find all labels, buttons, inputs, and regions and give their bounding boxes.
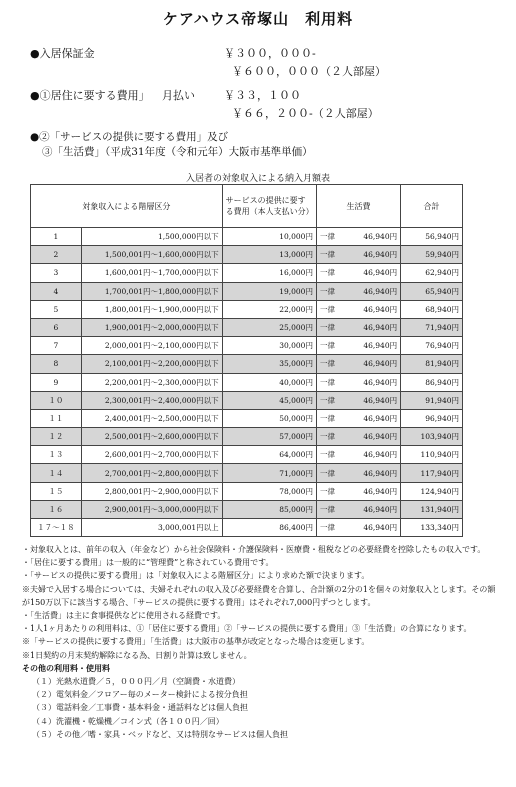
income-range: 2,500,001円～2,600,000円以下: [81, 428, 222, 446]
note-item: ・1人1ヶ月あたりの利用料は、①「居住に要する費用」②「サービスの提供に要する費用」③「生活費」の合算になります。: [22, 624, 472, 634]
bracket-number: １３: [31, 446, 82, 464]
living-cost: [316, 482, 400, 500]
residence-cost-label: ●①居住に要する費用」: [30, 89, 150, 102]
income-range: 2,700,001円～2,800,000円以下: [81, 464, 222, 482]
other-fee-item: （５）その他／嗜・家具・ベッドなど、又は特別なサービスは個人負担: [32, 729, 288, 739]
total-cost: 110,940円: [401, 446, 463, 464]
table-row: [31, 446, 463, 464]
living-cost-value: 46,940円: [363, 232, 398, 242]
service-cost: 16,000円: [222, 264, 316, 282]
flat-rate-label: 一律: [319, 523, 335, 533]
income-range: 1,600,001円～1,700,000円以下: [81, 264, 222, 282]
income-range: 2,600,001円～2,700,000円以下: [81, 446, 222, 464]
note-item: ※1日契約の月末契約解除になる為、日割り計算は致しません。: [22, 650, 252, 660]
flat-rate-label: 一律: [319, 250, 335, 260]
notes-section: [22, 543, 497, 741]
service-cost: 25,000円: [222, 318, 316, 336]
residence-cost-period: 月払い: [162, 89, 195, 102]
income-range: 2,400,001円～2,500,000円以下: [81, 409, 222, 427]
living-cost: [316, 246, 400, 264]
service-living-section: [30, 130, 313, 160]
table-row: [31, 300, 463, 318]
living-cost-value: 46,940円: [363, 523, 398, 533]
total-cost: 96,940円: [401, 409, 463, 427]
flat-rate-label: 一律: [319, 304, 335, 314]
living-cost: [316, 409, 400, 427]
bracket-number: １１: [31, 409, 82, 427]
living-cost-value: 46,940円: [363, 286, 398, 296]
flat-rate-label: 一律: [319, 450, 335, 460]
service-cost: 86,400円: [222, 519, 316, 537]
total-cost: 71,940円: [401, 318, 463, 336]
table-row: [31, 228, 463, 246]
living-cost-value: 46,940円: [363, 413, 398, 423]
flat-rate-label: 一律: [319, 323, 335, 333]
table-row: [31, 264, 463, 282]
table-row: [31, 464, 463, 482]
flat-rate-label: 一律: [319, 377, 335, 387]
residence-cost-amount: ￥３３，１００: [224, 89, 301, 102]
service-cost: 50,000円: [222, 409, 316, 427]
table-row: [31, 519, 463, 537]
living-cost-value: 46,940円: [363, 468, 398, 478]
flat-rate-label: 一律: [319, 432, 335, 442]
table-header-row: [31, 185, 463, 228]
table-row: [31, 373, 463, 391]
income-range: 2,300,001円～2,400,000円以下: [81, 391, 222, 409]
living-cost: [316, 500, 400, 518]
note-item: ※「サービスの提供に要する費用」「生活費」は大阪市の基準が改定となった場合は変更します。: [22, 637, 370, 647]
income-range: 2,900,001円～3,000,000円以下: [81, 500, 222, 518]
header-bracket: 対象収入による階層区分: [31, 185, 223, 228]
living-cost: [316, 428, 400, 446]
header-living-cost: 生活費: [316, 185, 400, 228]
living-cost: [316, 355, 400, 373]
table-row: [31, 355, 463, 373]
living-cost-value: 46,940円: [363, 268, 398, 278]
income-range: 1,800,001円～1,900,000円以下: [81, 300, 222, 318]
living-cost: [316, 318, 400, 336]
table-row: [31, 318, 463, 336]
total-cost: 59,940円: [401, 246, 463, 264]
other-fee-item: （２）電気料金／フロアー毎のメーター検針による按分負担: [32, 690, 248, 700]
table-row: [31, 500, 463, 518]
income-range: 1,900,001円～2,000,000円以下: [81, 318, 222, 336]
flat-rate-label: 一律: [319, 232, 335, 242]
living-cost: [316, 464, 400, 482]
page-title: ケアハウス帝塚山 利用料: [162, 10, 354, 28]
bracket-number: 4: [31, 282, 82, 300]
income-range: 2,800,001円～2,900,000円以下: [81, 482, 222, 500]
flat-rate-label: 一律: [319, 359, 335, 369]
living-cost-value: 46,940円: [363, 504, 398, 514]
living-cost: [316, 446, 400, 464]
bracket-number: １４: [31, 464, 82, 482]
header-service-cost: サービスの提供に要する費用（本人支払い分）: [222, 185, 316, 228]
living-cost-value: 46,940円: [363, 304, 398, 314]
bracket-number: 6: [31, 318, 82, 336]
income-range: 1,700,001円～1,800,000円以下: [81, 282, 222, 300]
deposit-amount: ￥３００，０００-: [224, 47, 316, 60]
total-cost: 117,940円: [401, 464, 463, 482]
table-row: [31, 409, 463, 427]
residence-cost-amount-two-person: ￥６６，２００-（２人部屋）: [232, 107, 379, 120]
living-cost-value: 46,940円: [363, 432, 398, 442]
service-cost: 71,000円: [222, 464, 316, 482]
flat-rate-label: 一律: [319, 268, 335, 278]
service-cost: 57,000円: [222, 428, 316, 446]
table-row: [31, 391, 463, 409]
total-cost: 86,940円: [401, 373, 463, 391]
table-row: [31, 482, 463, 500]
flat-rate-label: 一律: [319, 468, 335, 478]
service-cost-heading: ●②「サービスの提供に要する費用」及び: [30, 131, 229, 143]
total-cost: 124,940円: [401, 482, 463, 500]
total-cost: 68,940円: [401, 300, 463, 318]
living-cost-value: 46,940円: [363, 450, 398, 460]
living-cost-value: 46,940円: [363, 323, 398, 333]
table-row: [31, 337, 463, 355]
bracket-number: 9: [31, 373, 82, 391]
living-cost: [316, 300, 400, 318]
bracket-number: 8: [31, 355, 82, 373]
total-cost: 133,340円: [401, 519, 463, 537]
bracket-number: 7: [31, 337, 82, 355]
total-cost: 81,940円: [401, 355, 463, 373]
other-fee-item: （１）光熱水道費／５，０００円／月（空調費・水道費）: [32, 677, 240, 687]
service-cost: 85,000円: [222, 500, 316, 518]
bracket-number: １７～１８: [31, 519, 82, 537]
bracket-number: １２: [31, 428, 82, 446]
living-cost: [316, 519, 400, 537]
living-cost: [316, 264, 400, 282]
service-cost: 35,000円: [222, 355, 316, 373]
living-cost-value: 46,940円: [363, 341, 398, 351]
living-cost: [316, 282, 400, 300]
table-row: [31, 282, 463, 300]
income-range: 3,000,001円以上: [81, 519, 222, 537]
flat-rate-label: 一律: [319, 504, 335, 514]
income-range: 2,000,001円～2,100,000円以下: [81, 337, 222, 355]
table-row: [31, 428, 463, 446]
bracket-number: １５: [31, 482, 82, 500]
total-cost: 103,940円: [401, 428, 463, 446]
bracket-number: 3: [31, 264, 82, 282]
fee-table: [30, 184, 463, 537]
total-cost: 56,940円: [401, 228, 463, 246]
total-cost: 65,940円: [401, 282, 463, 300]
service-cost: 64,000円: [222, 446, 316, 464]
bracket-number: 5: [31, 300, 82, 318]
service-cost: 30,000円: [222, 337, 316, 355]
deposit-label: ●入居保証金: [30, 47, 95, 60]
other-fee-item: （４）洗濯機・乾燥機／コイン式（各１００円／回）: [32, 716, 224, 726]
living-cost: [316, 337, 400, 355]
living-cost-heading: ③「生活費」（平成31年度（令和元年）大阪市基準単価）: [42, 146, 313, 158]
living-cost: [316, 228, 400, 246]
total-cost: 131,940円: [401, 500, 463, 518]
bracket-number: 1: [31, 228, 82, 246]
note-item: ・「生活費」は主に食事提供などに使用される経費です。: [22, 611, 226, 621]
income-range: 1,500,001円～1,600,000円以下: [81, 246, 222, 264]
living-cost-value: 46,940円: [363, 377, 398, 387]
service-cost: 40,000円: [222, 373, 316, 391]
note-item: ・対象収入とは、前年の収入（年金など）から社会保険料・介護保険料・医療費・租税などの必要経費を控除したもの収入です。: [22, 545, 486, 554]
other-fees-heading: その他の利用料・使用料: [22, 662, 110, 673]
deposit-amount-two-person: ￥６００，０００（２人部屋）: [232, 65, 386, 78]
total-cost: 62,940円: [401, 264, 463, 282]
income-range: 1,500,000円以下: [81, 228, 222, 246]
flat-rate-label: 一律: [319, 413, 335, 423]
service-cost: 13,000円: [222, 246, 316, 264]
table-caption: 入居者の対象収入による納入月額表: [185, 174, 330, 184]
service-cost: 45,000円: [222, 391, 316, 409]
service-cost: 10,000円: [222, 228, 316, 246]
living-cost-value: 46,940円: [363, 250, 398, 260]
table-row: [31, 246, 463, 264]
flat-rate-label: 一律: [319, 341, 335, 351]
income-range: 2,200,001円～2,300,000円以下: [81, 373, 222, 391]
flat-rate-label: 一律: [319, 395, 335, 405]
living-cost: [316, 373, 400, 391]
living-cost-value: 46,940円: [363, 486, 398, 496]
bracket-number: １０: [31, 391, 82, 409]
service-cost: 19,000円: [222, 282, 316, 300]
note-item: ・「サービスの提供に要する費用」は「対象収入による階層区分」により求めた額で決まります。: [22, 571, 370, 581]
service-cost: 22,000円: [222, 300, 316, 318]
note-item: ・「居住に要する費用」は一般的に“管理費”と称されている費用です。: [22, 558, 274, 568]
total-cost: 76,940円: [401, 337, 463, 355]
note-item: ※夫婦で入居する場合については、夫婦それぞれの収入及び必要経費を合算し、合計額の2分の1を個々の対象収入とします。その額が150万以下に該当する場合、「サービスの提供に要する費用」はそれぞれ7,000円ずつとします。: [22, 584, 496, 607]
flat-rate-label: 一律: [319, 286, 335, 296]
living-cost-value: 46,940円: [363, 395, 398, 405]
living-cost-value: 46,940円: [363, 359, 398, 369]
other-fee-item: （３）電話料金／工事費・基本料金・通話料などは個人負担: [32, 703, 248, 713]
bracket-number: １６: [31, 500, 82, 518]
header-total: 合計: [401, 185, 463, 228]
total-cost: 91,940円: [401, 391, 463, 409]
flat-rate-label: 一律: [319, 486, 335, 496]
living-cost: [316, 391, 400, 409]
service-cost: 78,000円: [222, 482, 316, 500]
bracket-number: 2: [31, 246, 82, 264]
income-range: 2,100,001円～2,200,000円以下: [81, 355, 222, 373]
